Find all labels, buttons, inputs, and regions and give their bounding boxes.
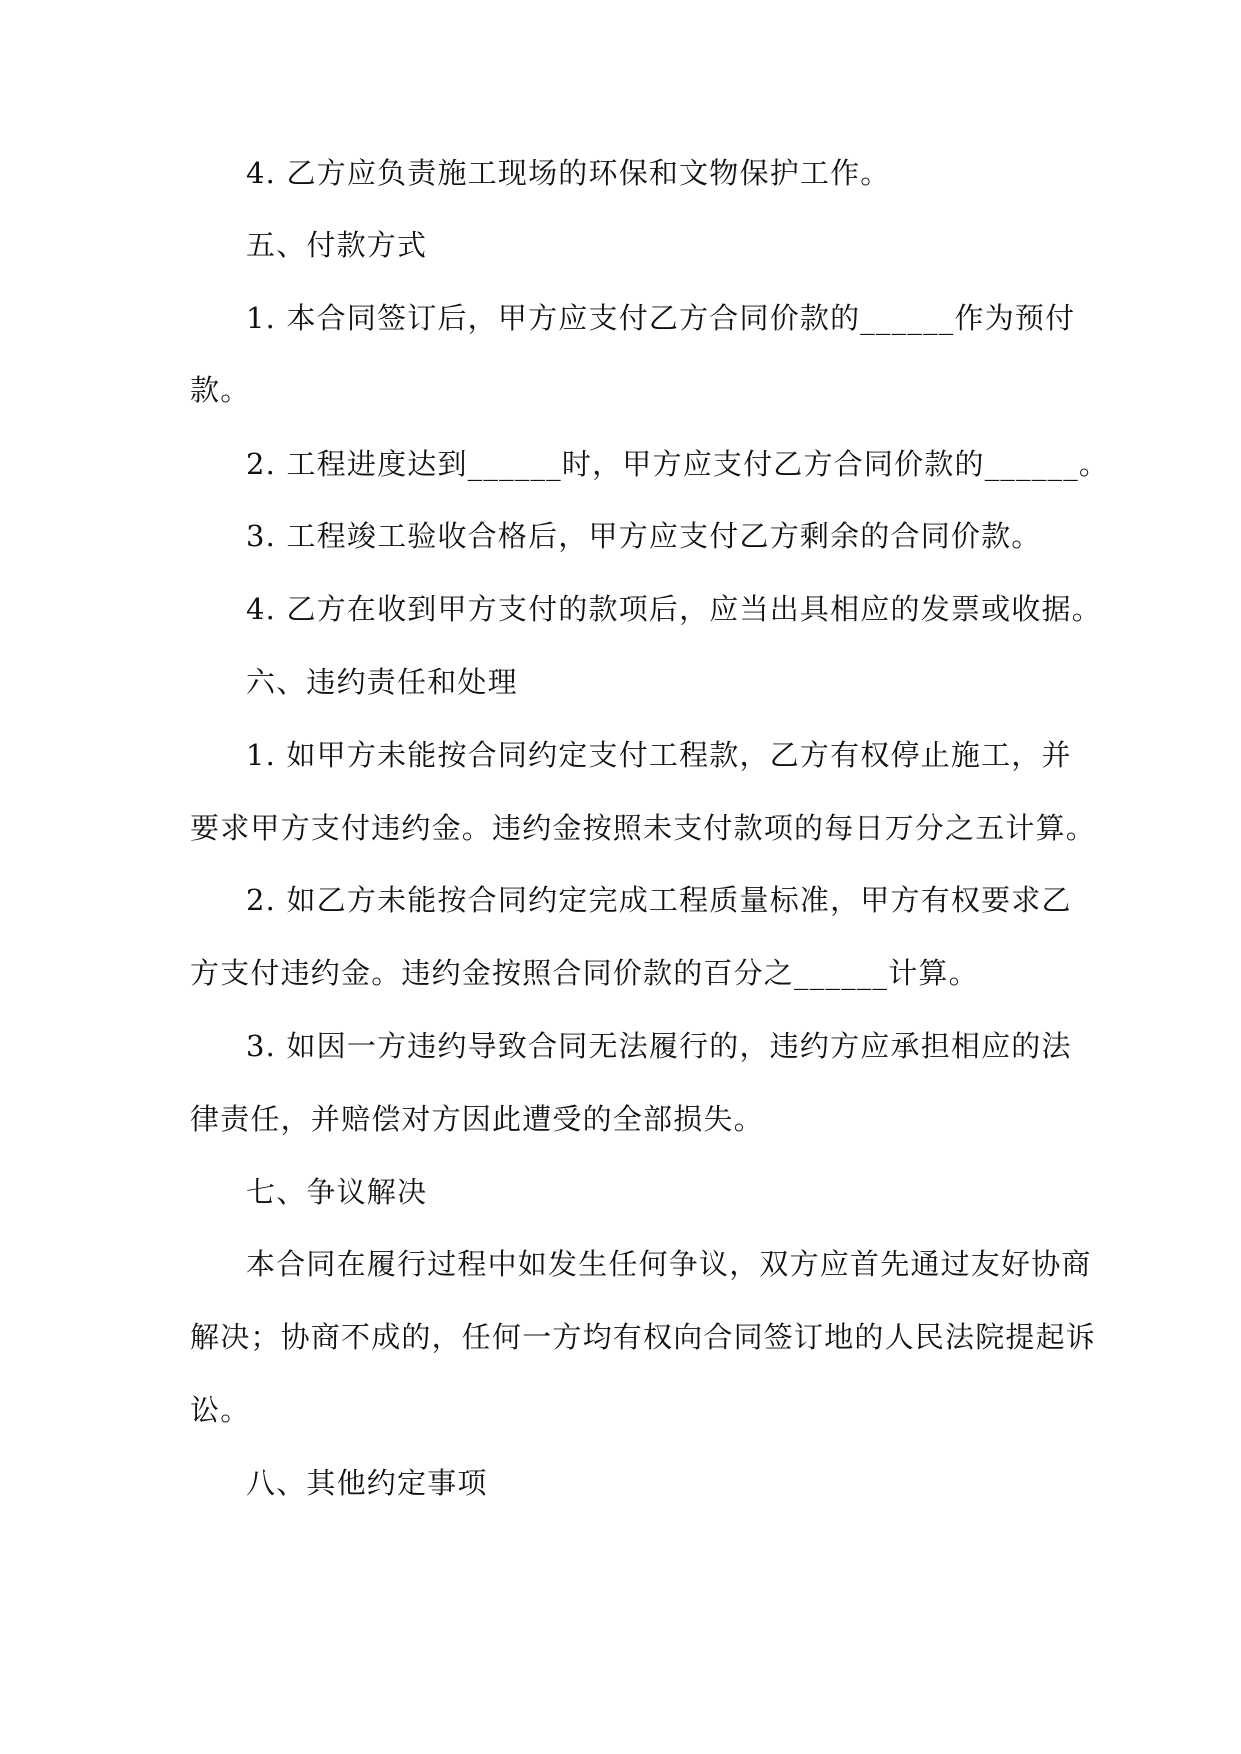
clause-6-1-line-2: 要求甲方支付违约金。违约金按照未支付款项的每日万分之五计算。	[190, 811, 1097, 845]
clause-6-3-line-1: 3. 如因一方违约导致合同无法履行的，违约方应承担相应的法	[246, 1029, 1072, 1063]
clause-5-1-line-2: 款。	[190, 373, 251, 407]
section-7-body-line-3: 讼。	[190, 1393, 251, 1427]
section-6-heading: 六、违约责任和处理	[246, 665, 518, 699]
clause-5-3: 3. 工程竣工验收合格后，甲方应支付乙方剩余的合同价款。	[246, 519, 1042, 553]
clause-6-3-line-2: 律责任，并赔偿对方因此遭受的全部损失。	[190, 1102, 764, 1136]
clause-5-1-line-1: 1. 本合同签订后，甲方应支付乙方合同价款的______作为预付	[246, 301, 1076, 335]
section-5-heading: 五、付款方式	[246, 228, 428, 262]
clause-6-2-line-1: 2. 如乙方未能按合同约定完成工程质量标准，甲方有权要求乙	[246, 883, 1072, 917]
section-8-heading: 八、其他约定事项	[246, 1466, 488, 1500]
section-7-heading: 七、争议解决	[246, 1175, 428, 1209]
section-7-body-line-2: 解决；协商不成的，任何一方均有权向合同签订地的人民法院提起诉	[190, 1320, 1097, 1354]
clause-5-2: 2. 工程进度达到______时，甲方应支付乙方合同价款的______。	[246, 447, 1110, 481]
clause-6-2-line-2: 方支付违约金。违约金按照合同价款的百分之______计算。	[190, 956, 979, 990]
clause-4-4-environment: 4. 乙方应负责施工现场的环保和文物保护工作。	[246, 156, 891, 190]
clause-6-1-line-1: 1. 如甲方未能按合同约定支付工程款，乙方有权停止施工，并	[246, 738, 1072, 772]
clause-5-4: 4. 乙方在收到甲方支付的款项后，应当出具相应的发票或收据。	[246, 592, 1102, 626]
section-7-body-line-1: 本合同在履行过程中如发生任何争议，双方应首先通过友好协商	[246, 1247, 1092, 1281]
